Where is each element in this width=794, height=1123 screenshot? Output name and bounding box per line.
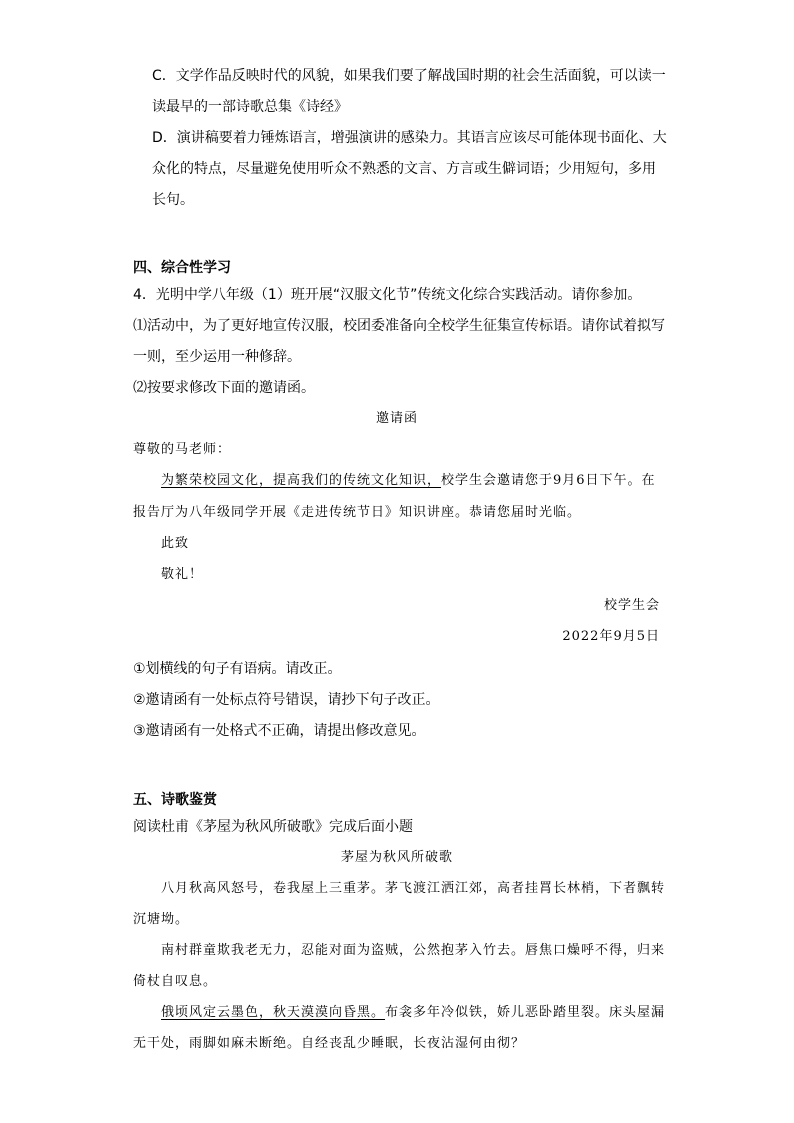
option-d-line3: 长句。 (152, 192, 194, 208)
letter-title: 邀请函 (375, 411, 418, 426)
poem-p3-line1-rest: 布衾多年冷似铁，娇儿恶卧踏里裂。床头屋漏 (385, 1005, 666, 1020)
letter-body-line2: 报告厅为八年级同学开展《走进传统节日》知识讲座。恭请您届时光临。 (133, 505, 582, 520)
poem-p2-line2: 倚杖自叹息。 (133, 974, 218, 989)
letter-closing2: 敬礼！ (161, 567, 204, 582)
poem-underlined-sentence: 俄顷风定云墨色，秋天漠漠向昏黑。 (161, 1005, 386, 1020)
option-c-line1: C．文学作品反映时代的风貌，如果我们要了解战国时期的社会生活面貌，可以读一 (152, 68, 666, 84)
poem-p3-line2: 无干处，雨脚如麻未断绝。自经丧乱少睡眠，长夜沾湿何由彻？ (133, 1036, 526, 1051)
poem-p1-line1: 八月秋高风怒号，卷我屋上三重茅。茅飞渡江洒江郊，高者挂罥长林梢，下者飘转 (161, 881, 666, 896)
letter-body-line1 (161, 471, 656, 491)
question4-part1-line2: 一则，至少运用一种修辞。 (133, 349, 301, 365)
section5-intro: 阅读杜甫《茅屋为秋风所破歌》完成后面小题 (133, 819, 413, 835)
question4-part2: ⑵按要求修改下面的邀请函。 (133, 380, 315, 396)
option-d-line1: D．演讲稿要着力锤炼语言，增强演讲的感染力。其语言应该尽可能体现书面化、大 (152, 130, 667, 146)
option-d-line2: 众化的特点，尽量避免使用听众不熟悉的文言、方言或生僻词语；少用短句，多用 (152, 161, 656, 177)
subquestion-3: ③邀请函有一处格式不正确，请提出修改意见。 (133, 723, 426, 739)
letter-body-line1-rest: 校学生会邀请您于9月6日下午。在 (441, 473, 656, 488)
section4-heading: 四、综合性学习 (133, 260, 231, 276)
letter-closing1: 此致 (161, 536, 190, 551)
poem-title: 茅屋为秋风所破歌 (340, 850, 453, 865)
letter-salutation: 尊敬的马老师： (133, 442, 232, 457)
poem-p3-line1 (161, 1003, 665, 1023)
underlined-sentence: 为繁荣校园文化，提高我们的传统文化知识， (161, 473, 442, 488)
option-c-line2: 读最早的一部诗歌总集《诗经》 (152, 99, 348, 115)
question4-part1-line1: ⑴活动中，为了更好地宣传汉服，校团委准备向全校学生征集宣传标语。请你试着拟写 (133, 318, 665, 334)
section5-heading: 五、诗歌鉴赏 (133, 792, 217, 808)
letter-date: 2022年9月5日 (562, 629, 660, 644)
subquestion-2: ②邀请函有一处标点符号错误，请抄下句子改正。 (133, 692, 440, 708)
poem-p2-line1: 南村群童欺我老无力，忍能对面为盗贼，公然抱茅入竹去。唇焦口燥呼不得，归来 (161, 943, 666, 958)
question4: 4．光明中学八年级（1）班开展“汉服文化节”传统文化综合实践活动。请你参加。 (133, 287, 642, 303)
letter-signature: 校学生会 (603, 598, 660, 613)
subquestion-1: ①划横线的句子有语病。请改正。 (133, 661, 342, 677)
poem-p1-line2: 沉塘坳。 (133, 912, 190, 927)
